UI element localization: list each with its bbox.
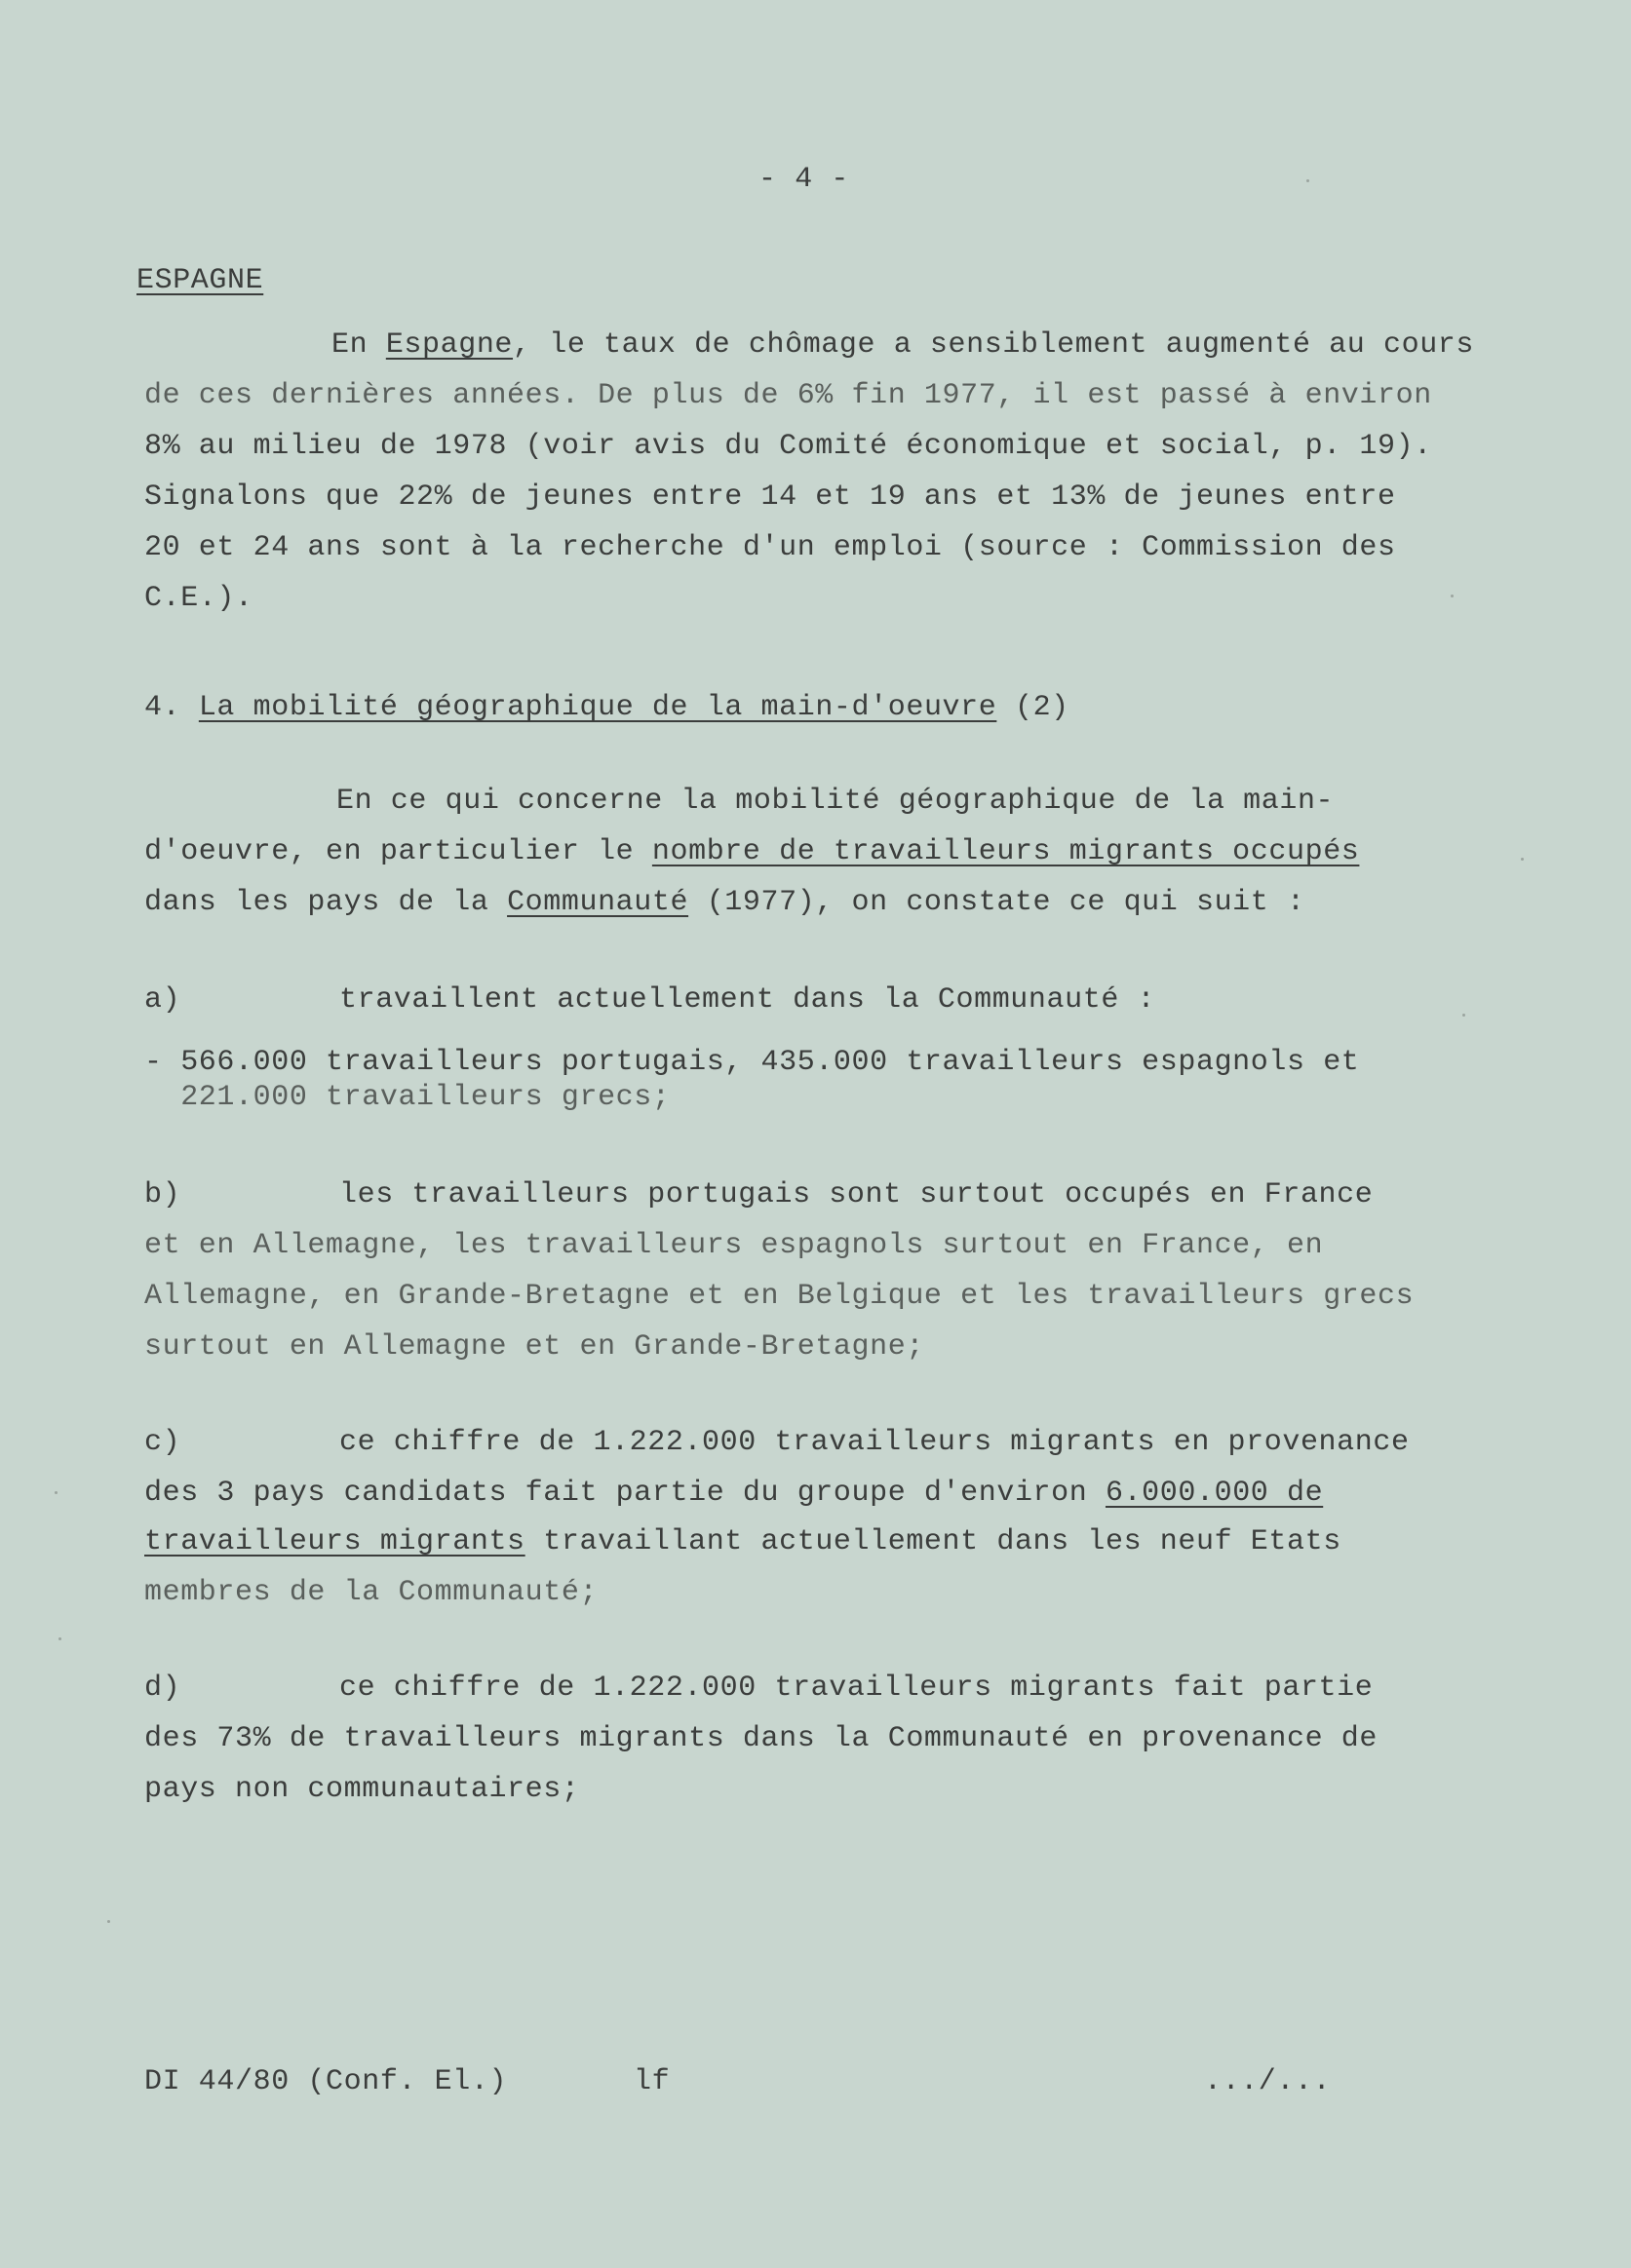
item-b-line-1: les travailleurs portugais sont surtout occupés en France (339, 1178, 1374, 1211)
section-4-title: La mobilité géographique de la main-d'oeuvre (198, 691, 997, 724)
intro-line-3-underlined: Communauté (507, 886, 689, 919)
intro-line-3-rest: (1977), on constate ce qui suit : (688, 886, 1305, 919)
item-d-line-3: pays non communautaires; (144, 1773, 580, 1806)
section-heading-espagne: ESPAGNE (136, 264, 264, 297)
intro-line-2 (144, 826, 1359, 877)
item-c-label: c) (144, 1426, 181, 1459)
section-4-note: (2) (1014, 691, 1069, 724)
item-d-label: d) (144, 1672, 181, 1705)
intro-line-2-text: d'oeuvre, en particulier le (144, 835, 652, 868)
item-c-line-2 (144, 1468, 1323, 1518)
intro-line-1: En ce qui concerne la mobilité géographique de la main- (336, 785, 1335, 818)
item-b-label: b) (144, 1178, 181, 1211)
espagne-line-2: de ces dernières années. De plus de 6% fin 1977, il est passé à environ (144, 379, 1432, 412)
intro-line-3-text: dans les pays de la (144, 886, 508, 919)
item-b-line-4: surtout en Allemagne et en Grande-Bretagne; (144, 1330, 924, 1364)
item-c-line-2-text: des 3 pays candidats fait partie du groupe d'environ (144, 1477, 1106, 1510)
espagne-country: Espagne (385, 328, 514, 362)
footer-code: lf (634, 2065, 671, 2098)
item-a-label: a) (144, 983, 181, 1017)
item-a-text: travaillent actuellement dans la Communauté : (339, 983, 1156, 1017)
footer-reference: DI 44/80 (Conf. El.) (144, 2065, 508, 2098)
item-c-line-1: ce chiffre de 1.222.000 travailleurs migrants en provenance (339, 1426, 1410, 1459)
item-d-line-2: des 73% de travailleurs migrants dans la Communauté en provenance de (144, 1722, 1378, 1755)
espagne-line-5: 20 et 24 ans sont à la recherche d'un emploi (source : Commission des (144, 531, 1396, 564)
item-c-line-3-underlined: travailleurs migrants (144, 1525, 525, 1558)
item-a-dash-line-1: - 566.000 travailleurs portugais, 435.000 travailleurs espagnols et (144, 1046, 1360, 1079)
item-c-line-3-text: travaillant actuellement dans les neuf Etats (524, 1525, 1341, 1558)
espagne-line-6: C.E.). (144, 582, 253, 615)
item-a-dash-line-2: 221.000 travailleurs grecs; (144, 1081, 671, 1114)
paper-speck (55, 1491, 58, 1494)
espagne-line-3: 8% au milieu de 1978 (voir avis du Comité économique et social, p. 19). (144, 430, 1432, 463)
item-c-line-4: membres de la Communauté; (144, 1576, 599, 1609)
espagne-line-4: Signalons que 22% de jeunes entre 14 et 19 ans et 13% de jeunes entre (144, 481, 1396, 514)
paper-speck (1306, 179, 1309, 182)
section-4-number: 4. (144, 691, 181, 724)
section-4-heading (144, 682, 1069, 733)
intro-line-3 (144, 877, 1305, 928)
item-d-line-1: ce chiffre de 1.222.000 travailleurs migrants fait partie (339, 1672, 1374, 1705)
paper-speck (1521, 858, 1524, 861)
espagne-line-1 (331, 320, 1474, 370)
page-number: - 4 - (758, 163, 850, 196)
item-c-line-3 (144, 1517, 1341, 1567)
item-b-line-3: Allemagne, en Grande-Bretagne et en Belgique et les travailleurs grecs (144, 1280, 1415, 1313)
espagne-indent: En (331, 328, 386, 362)
paper-speck (1462, 1014, 1465, 1017)
item-b-line-2: et en Allemagne, les travailleurs espagnols surtout en France, en (144, 1229, 1324, 1262)
paper-speck (1451, 595, 1454, 597)
item-c-line-2-underlined: 6.000.000 de (1105, 1477, 1324, 1510)
paper-speck (107, 1920, 110, 1923)
footer-continuation: .../... (1204, 2065, 1332, 2098)
intro-line-2-underlined: nombre de travailleurs migrants occupés (651, 835, 1360, 868)
espagne-line-1-rest: , le taux de chômage a sensiblement augmenté au cours (513, 328, 1475, 362)
paper-speck (58, 1637, 61, 1640)
